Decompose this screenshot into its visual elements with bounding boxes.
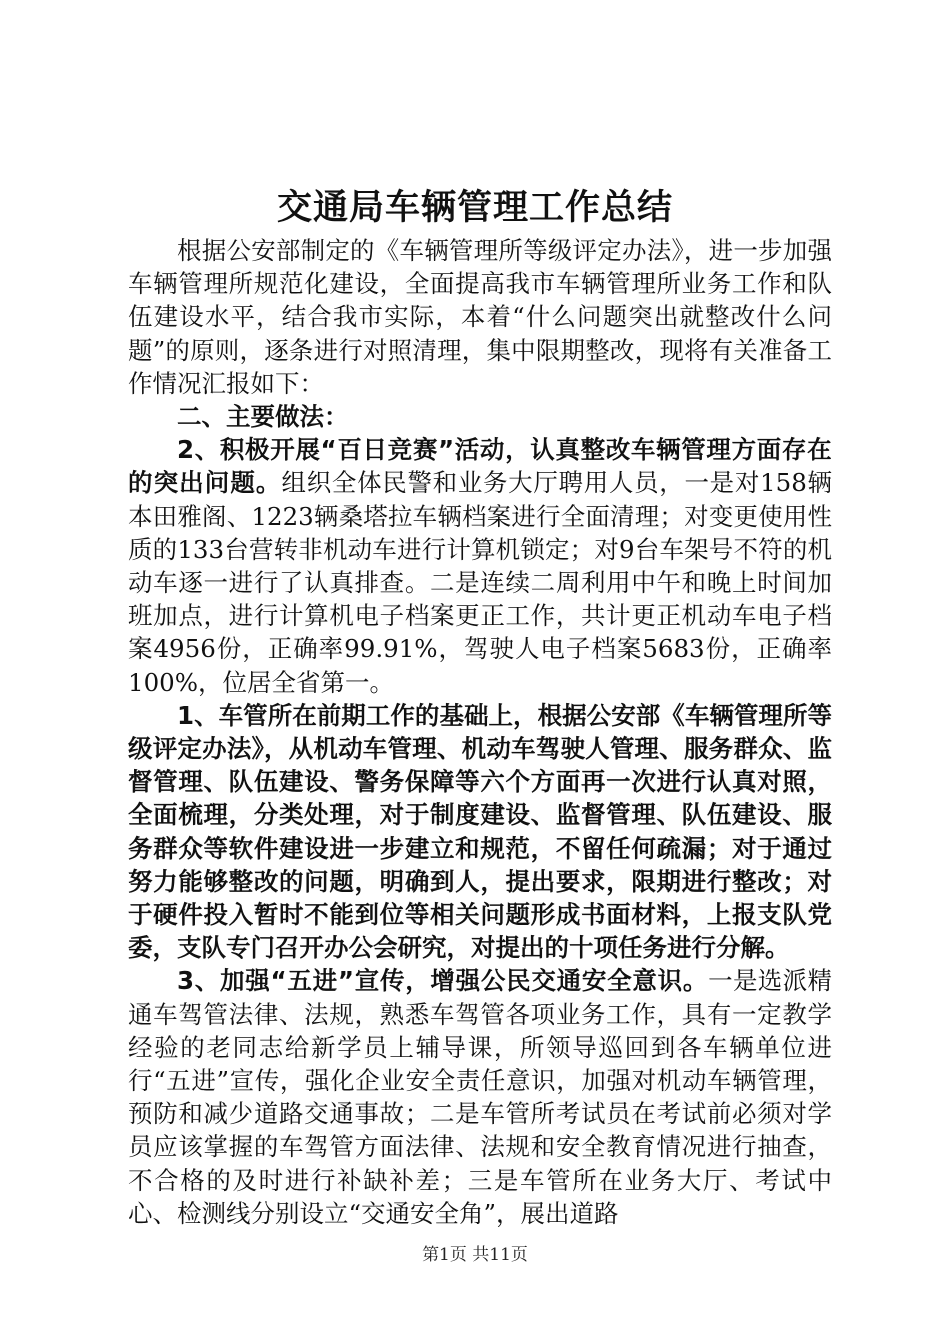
- page-footer: 第1页 共11页: [422, 1245, 528, 1265]
- document-title: 交通局车辆管理工作总结: [276, 188, 673, 228]
- intro-paragraph: 根据公安部制定的《车辆管理所等级评定办法》，进一步加强车辆管理所规范化建设，全面提高我市车辆管理所业务工作和队伍建设水平，结合我市实际，本着“什么问题突出就整改什么问题”的原则，逐条进行对照清理，集中限期整改，现将有关准备工作情况汇报如下：: [128, 236, 832, 398]
- paragraph-2: [128, 433, 832, 699]
- document-body: [128, 234, 832, 1230]
- paragraph-3-body: 一是选派精通车驾管法律、法规，熟悉车驾管各项业务工作，具有一定教学经验的老同志给新学员上辅导课，所领导巡回到各车辆单位进行“五进”宣传，强化企业安全责任意识，加强对机动车辆管理，预防和减少道路交通事故；二是车管所考试员在考试前必须对学员应该掌握的车驾管方面法律、法规和安全教育情况进行抽查，不合格的及时进行补缺补差；三是车管所在业务大厅、考试中心、检测线分别设立“交通安全角”，展出道路: [128, 966, 832, 1228]
- paragraph-3-lead: 3、加强“五进”宣传，增强公民交通安全意识。: [177, 966, 709, 996]
- section-heading: 二、主要做法：: [177, 402, 349, 432]
- paragraph-1: 1、车管所在前期工作的基础上，根据公安部《车辆管理所等级评定办法》，从机动车管理、机动车驾驶人管理、服务群众、监督管理、队伍建设、警务保障等六个方面再一次进行认真对照，全面梳理，分类处理，对于制度建设、监督管理、队伍建设、服务群众等软件建设进一步建立和规范，不留任何疏漏；对于通过努力能够整改的问题，明确到人，提出要求，限期进行整改；对于硬件投入暂时不能到位等相关问题形成书面材料，上报支队党委，支队专门召开办公会研究，对提出的十项任务进行分解。: [128, 700, 832, 963]
- paragraph-2-lead: 2、积极开展“百日竞赛”活动，认真整改车辆管理方面存在的突出问题。: [128, 435, 832, 498]
- paragraph-2-body: 组织全体民警和业务大厅聘用人员，一是对158辆本田雅阁、1223辆桑塔拉车辆档案进行全面清理；对变更使用性质的133台营转非机动车进行计算机锁定；对9台车架号不符的机动车逐一进行了认真排查。二是连续二周利用中午和晚上时间加班加点，进行计算机电子档案更正工作，共计更正机动车电子档案4956份，正确率99.91%，驾驶人电子档案5683份，正确率100%，位居全省第一。: [128, 468, 832, 697]
- paragraph-3: [128, 964, 832, 1230]
